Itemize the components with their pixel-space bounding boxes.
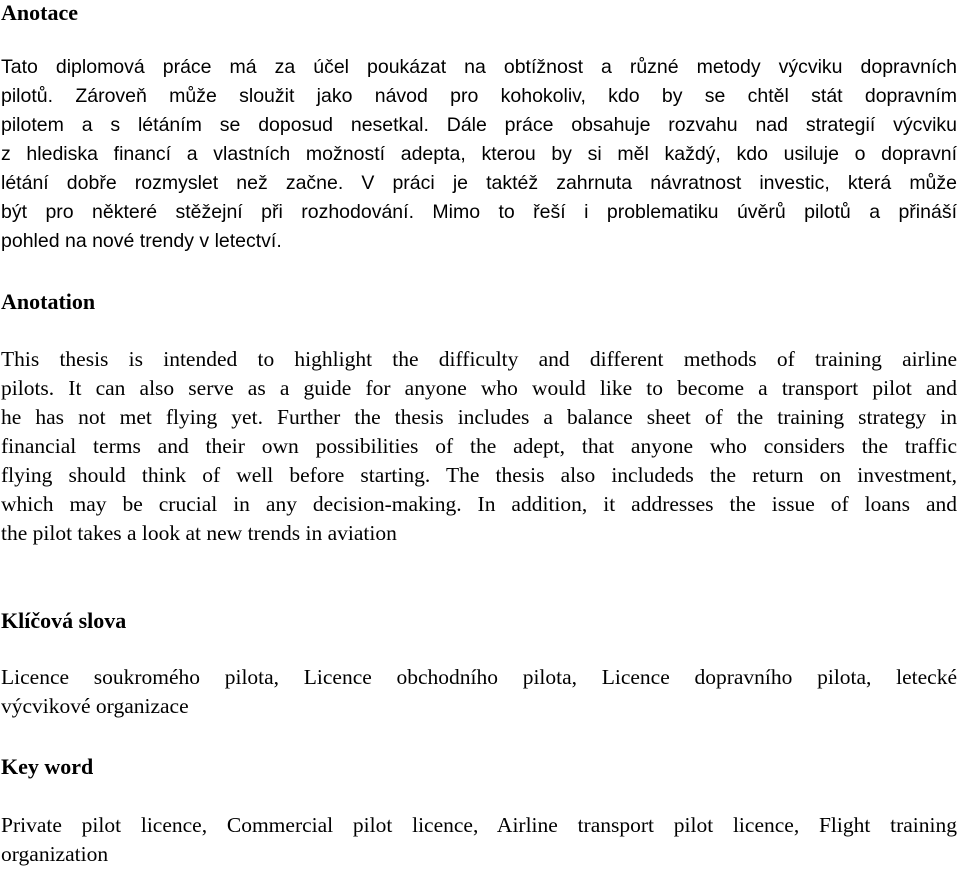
text-line: Tato diplomová práce má za účel poukázat na obtížnost a různé metody výcviku dopravních [1, 56, 957, 78]
text-line: which may be crucial in any decision-making. In addition, it addresses the issue of loans and [1, 492, 957, 516]
heading-key-word: Key word [1, 754, 94, 779]
text-line: Licence soukromého pilota, Licence obchodního pilota, Licence dopravního pilota, letecké [1, 665, 957, 689]
text-line: pilotů. Zároveň může sloužit jako návod pro kohokoliv, kdo by se chtěl stát dopravním [1, 85, 957, 107]
text-line: organization [1, 842, 109, 866]
text-line: pilots. It can also serve as a guide for anyone who would like to become a transport pilot and [1, 376, 957, 400]
heading-anotation: Anotation [1, 289, 96, 314]
paragraph-key-word [1, 811, 957, 869]
text-line: z hlediska financí a vlastních možností adepta, kterou by si měl každý, kdo usiluje o dopravní [1, 143, 957, 165]
paragraph-anotace [1, 53, 957, 256]
heading-anotace: Anotace [1, 0, 78, 25]
text-line: the pilot takes a look at new trends in aviation [1, 521, 397, 545]
paragraph-klicova-slova [1, 663, 957, 721]
text-line: výcvikové organizace [1, 694, 189, 718]
text-line: létání dobře rozmyslet než začne. V práci je taktéž zahrnuta návratnost investic, která může [1, 172, 957, 194]
text-line: This thesis is intended to highlight the difficulty and different methods of training airline [1, 347, 957, 371]
text-line: flying should think of well before starting. The thesis also includeds the return on investment, [1, 463, 957, 487]
text-line: he has not met flying yet. Further the thesis includes a balance sheet of the training strategy in [1, 405, 957, 429]
text-line: pohled na nové trendy v letectví. [1, 230, 282, 252]
text-line: být pro některé stěžejní při rozhodování. Mimo to řeší i problematiku úvěrů pilotů a přináší [1, 201, 957, 223]
paragraph-anotation [1, 345, 957, 548]
text-line: pilotem a s létáním se doposud nesetkal. Dále práce obsahuje rozvahu nad strategií výcviku [1, 114, 957, 136]
heading-klicova-slova: Klíčová slova [1, 608, 127, 633]
text-line: financial terms and their own possibilities of the adept, that anyone who considers the traffic [1, 434, 957, 458]
text-line: Private pilot licence, Commercial pilot licence, Airline transport pilot licence, Flight training [1, 813, 957, 837]
